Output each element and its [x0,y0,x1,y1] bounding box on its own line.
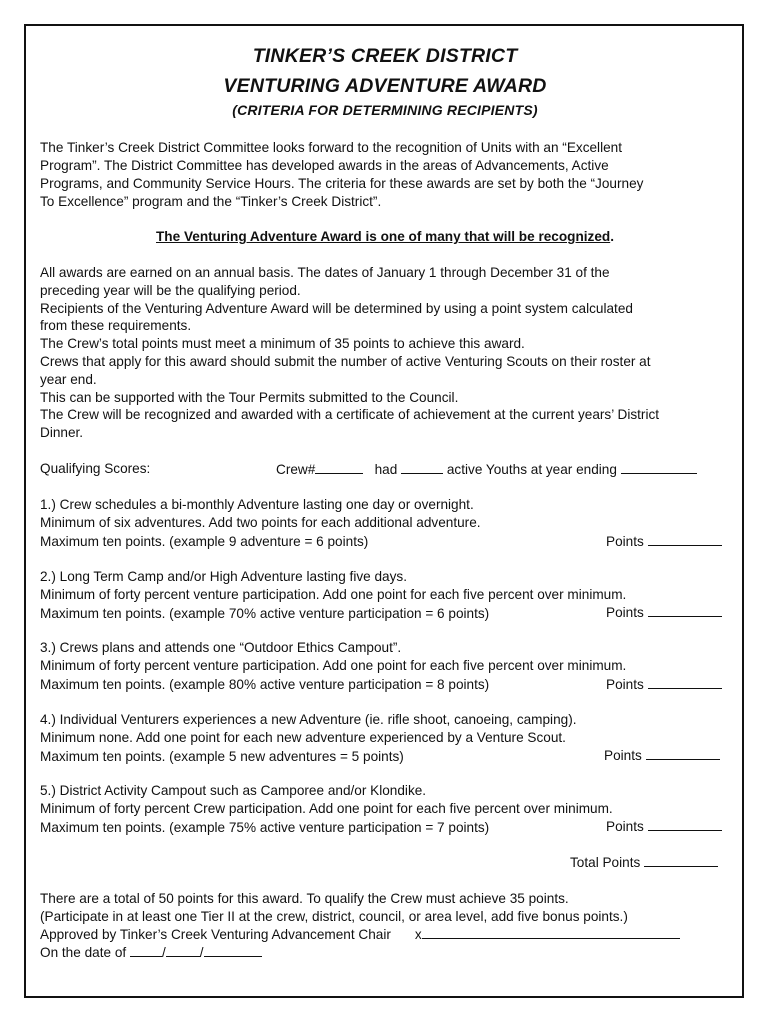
item-line: Minimum none. Add one point for each new adventure experienced by a Venture Scout. [40,730,566,746]
total-points-field[interactable] [644,854,718,867]
date-row [40,944,740,962]
recognition-text: The Venturing Adventure Award is one of many that will be recognized [156,229,611,244]
approval-row [40,926,740,944]
rules-line: The Crew’s total points must meet a minimum of 35 points to achieve this award. [40,336,525,352]
item-line: Minimum of forty percent venture participation. Add one point for each five percent over minimum. [40,658,627,674]
points-field-2[interactable] [648,604,722,617]
recognition-statement [0,229,770,244]
date-year-field[interactable] [204,944,262,957]
rules-line: Recipients of the Venturing Adventure Award will be determined by using a point system calculated [40,300,633,316]
item-line: 1.) Crew schedules a bi-monthly Adventure lasting one day or overnight. [40,497,474,512]
points-item-5 [606,818,722,834]
points-field-3[interactable] [648,676,722,689]
youths-label: active Youths at year ending [446,462,617,477]
crew-number-group [276,461,697,477]
intro-line: To Excellence” program and the “Tinker’s Creek District”. [40,194,382,209]
total-points [570,854,718,870]
item-line: 5.) District Activity Campout such as Camporee and/or Klondike. [40,783,427,798]
points-item-4 [604,747,720,763]
points-label: Points [604,748,642,763]
rules-line: This can be supported with the Tour Permits submitted to the Council. [40,389,459,405]
points-item-2 [606,604,722,620]
points-item-3 [606,676,722,692]
youth-count-field[interactable] [401,461,443,474]
intro-line: Program”. The District Committee has developed awards in the areas of Advancements, Active [40,158,609,173]
points-label: Points [606,605,644,620]
item-line: Maximum ten points. (example 70% active venture participation = 6 points) [40,605,490,621]
rules-line: preceding year will be the qualifying period. [40,282,301,298]
footer-line: There are a total of 50 points for this award. To qualify the Crew must achieve 35 points. [40,891,569,906]
intro-line: The Tinker’s Creek District Committee looks forward to the recognition of Units with an “Excellent [40,140,622,155]
rules-line: The Crew will be recognized and awarded with a certificate of achievement at the current years’ District [40,407,660,423]
had-label: had [374,462,398,477]
intro-line: Programs, and Community Service Hours. The criteria for these awards are set by both the “Journey [40,176,644,191]
footer-section [40,890,740,962]
crew-number-field[interactable] [315,461,363,474]
rules-line: All awards are earned on an annual basis. The dates of January 1 through December 31 of the [40,265,610,280]
total-points-label: Total Points [570,855,641,870]
recognition-period: . [610,229,614,244]
rules-line: Crews that apply for this award should submit the number of active Venturing Scouts on their roster at [40,353,651,369]
footer-line: (Participate in at least one Tier II at the crew, district, council, or area level, add five bonus points.) [40,909,628,924]
rules-paragraph [40,264,740,442]
date-separator: / [161,945,166,960]
item-line: Maximum ten points. (example 9 adventure = 6 points) [40,533,369,549]
item-line: 2.) Long Term Camp and/or High Adventure lasting five days. [40,569,407,584]
signature-field[interactable] [422,926,680,939]
points-label: Points [606,677,644,692]
date-day-field[interactable] [166,944,200,957]
points-field-1[interactable] [648,533,722,546]
title-award: VENTURING ADVENTURE AWARD [223,75,547,97]
points-field-5[interactable] [648,818,722,831]
item-line: Maximum ten points. (example 5 new adventures = 5 points) [40,748,404,764]
date-separator: / [199,945,204,960]
crew-label: Crew# [276,462,316,477]
points-item-1 [606,533,722,549]
date-month-field[interactable] [130,944,162,957]
item-line: Minimum of forty percent Crew participation. Add one point for each five percent over minimum. [40,801,613,817]
rules-line: year end. [40,371,97,387]
rules-line: Dinner. [40,425,84,441]
rules-line: from these requirements. [40,318,192,334]
item-line: Minimum of six adventures. Add two points for each additional adventure. [40,515,481,531]
approved-label: Approved by Tinker’s Creek Venturing Advancement Chair [40,927,391,942]
item-line: Minimum of forty percent venture participation. Add one point for each five percent over minimum. [40,587,627,603]
points-label: Points [606,819,644,834]
intro-paragraph [40,139,740,211]
item-line: 4.) Individual Venturers experiences a new Adventure (ie. rifle shoot, canoeing, camping). [40,712,577,727]
item-line: Maximum ten points. (example 80% active venture participation = 8 points) [40,676,490,692]
item-line: Maximum ten points. (example 75% active venture participation = 7 points) [40,819,490,835]
year-ending-field[interactable] [621,461,697,474]
signature-prefix: x [414,927,422,942]
date-label: On the date of [40,945,127,960]
points-field-4[interactable] [646,747,720,760]
title-district: TINKER’S CREEK DISTRICT [252,45,518,67]
subtitle-criteria: (CRITERIA FOR DETERMINING RECIPIENTS) [232,102,538,118]
item-line: 3.) Crews plans and attends one “Outdoor Ethics Campout”. [40,640,402,655]
qualifying-label: Qualifying Scores: [40,461,151,476]
points-label: Points [606,534,644,549]
